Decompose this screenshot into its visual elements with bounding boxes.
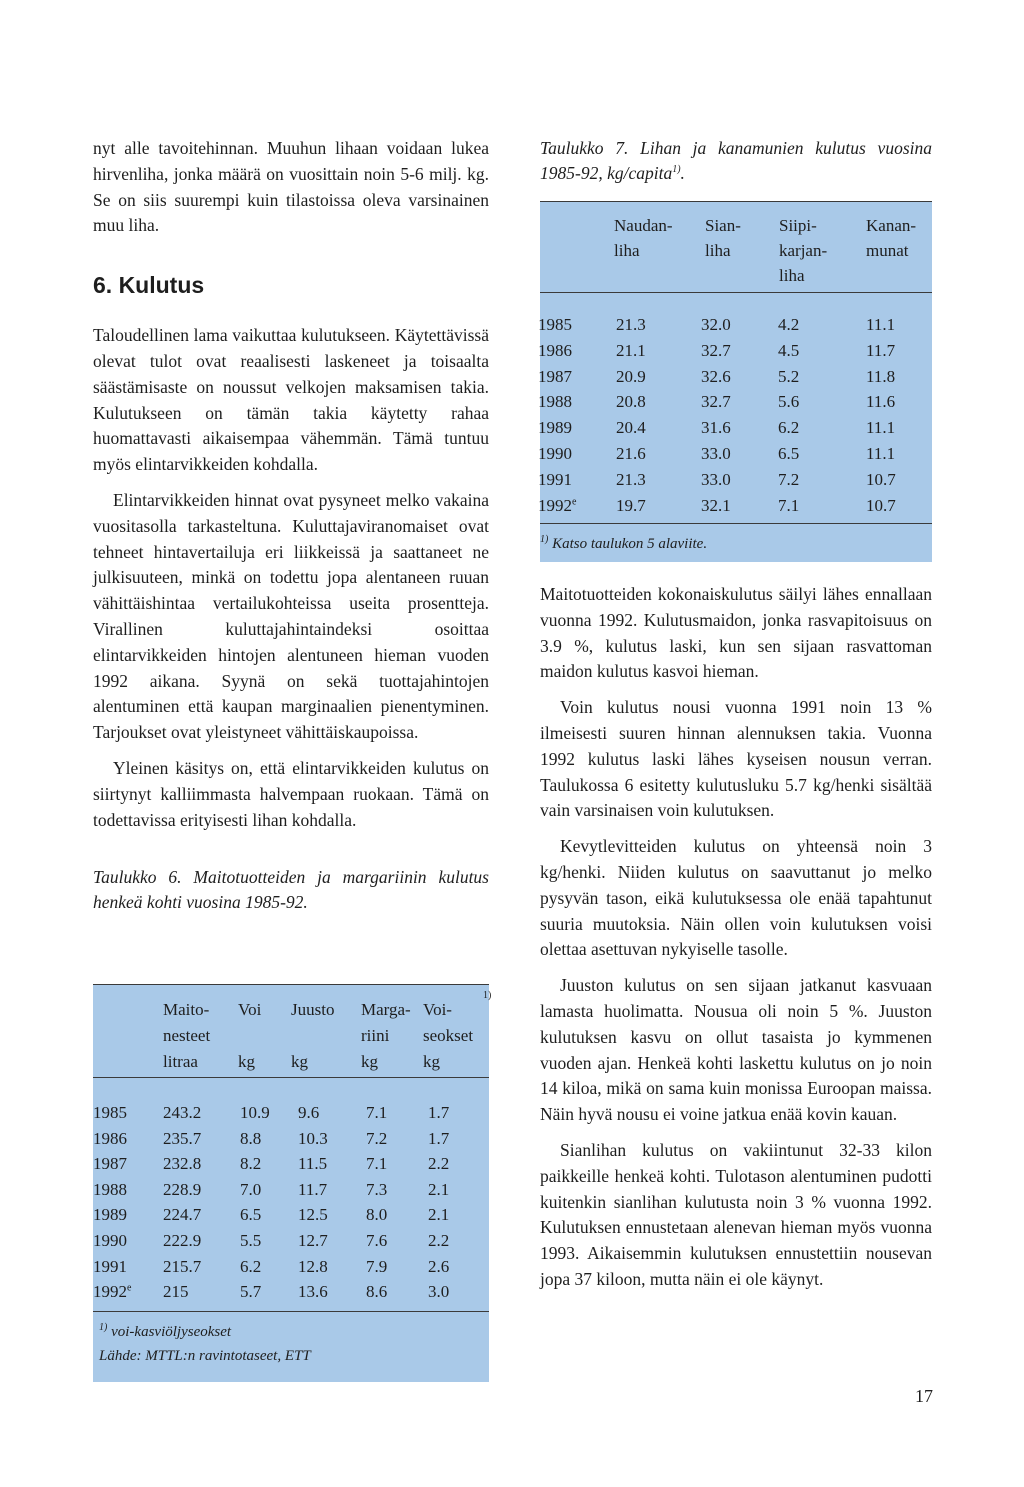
- year-text: 1992: [538, 495, 572, 515]
- table-cell: 21.3: [616, 469, 646, 489]
- table-cell: 9.6: [298, 1103, 320, 1122]
- table-header-cell: liha: [705, 241, 731, 260]
- table-cell: 4.5: [778, 340, 800, 360]
- table-cell: 21.6: [616, 444, 646, 463]
- right-column: [540, 136, 932, 186]
- table7-footnote: [540, 536, 707, 553]
- table-header-cell: kg: [291, 1052, 308, 1071]
- footnote-text: Katso taulukon 5 alaviite.: [552, 536, 708, 552]
- year-text: 1988: [93, 1179, 127, 1199]
- table-cell: 7.2: [366, 1128, 388, 1148]
- table-cell: 224.7: [163, 1205, 202, 1225]
- table-cell: 2.1: [428, 1179, 450, 1199]
- table-cell: 8.2: [240, 1154, 262, 1174]
- table-year-cell: [538, 314, 572, 335]
- year-text: 1987: [93, 1154, 127, 1174]
- table-header-cell: riini: [361, 1026, 390, 1045]
- year-text: 1986: [93, 1128, 127, 1148]
- right-paragraph-3: Kevytlevitteiden kulutus on yhteensä noin 3 kg/henki. Niiden kulutus on saavuttanut jo melko pysyvän tason, eikä kulutuksessa ole enää tapahtunut suuria muutoksia. Näin ollen voin kulutuksen voisi olettaa asettuvan nykyiselle tasolle.: [540, 836, 932, 960]
- caption-sup: 1): [672, 164, 681, 176]
- table-cell: 20.9: [616, 366, 646, 386]
- table-cell: 13.6: [298, 1282, 328, 1302]
- table-cell: 6.2: [778, 418, 800, 438]
- year-text: 1991: [93, 1256, 127, 1276]
- table-cell: 5.6: [778, 392, 800, 412]
- table-cell: 20.4: [616, 418, 646, 438]
- table-cell: 10.7: [866, 469, 896, 489]
- year-text: 1989: [538, 418, 572, 438]
- table-year-cell: [93, 1102, 127, 1123]
- table-header-cell: kg: [238, 1052, 255, 1071]
- table-cell: 8.8: [240, 1128, 262, 1148]
- table-header-cell: kg: [361, 1052, 378, 1071]
- table-cell: 32.6: [701, 366, 731, 386]
- year-text: 1985: [538, 315, 572, 334]
- table-cell: 2.2: [428, 1154, 450, 1174]
- right-paragraph-5: Sianlihan kulutus on vakiintunut 32-33 kilon paikkeille henkeä kohti. Tulotason alentuminen pudotti kuitenkin sianlihan kulutusta noin 3 % vuonna 1992. Kulutuksen ennustetaan alenevan hieman myös vuonna 1993. Aikaisemmin kulutuksen ennustettiin nousevan jopa 37 kiloon, mutta näin ei ole käynyt.: [540, 1139, 932, 1289]
- table-cell: 5.2: [778, 366, 800, 386]
- table-cell: 222.9: [163, 1231, 202, 1250]
- table-header-cell: liha: [614, 241, 640, 260]
- table-cell: 6.2: [240, 1256, 262, 1276]
- table-cell: 11.6: [866, 392, 896, 412]
- table-cell: 2.2: [428, 1231, 450, 1250]
- table-cell: 10.3: [298, 1128, 328, 1148]
- table-cell: 32.1: [701, 495, 731, 515]
- table-year-cell: [538, 417, 572, 438]
- table-header-cell: Naudan-: [614, 216, 673, 235]
- table-header-cell: Marga-: [361, 1000, 411, 1019]
- table-header-cell: liha: [779, 266, 805, 285]
- table-cell: 12.7: [298, 1231, 328, 1250]
- right-paragraph-4: Juuston kulutus on sen sijaan jatkanut kasvuaan lamasta huolimatta. Nousua oli noin 5 %. Juuston kulutuksen kasvu on ollut tasaista jo kymmenen vuoden ajan. Henkeä kohti laskettu kulutus on jo noin 14 kiloa, mikä on sama kuin monissa Euroopan maissa. Näin hyvä nousu ei voine jatkua enää kovin kauan.: [540, 975, 932, 1125]
- right-paragraph-1: Maitotuotteiden kokonaiskulutus säilyi lähes ennallaan vuonna 1992. Kulutusmaidon, jonka rasvapitoisuus on 3.9 %, kulutus laski, kun sen sijaan rasvattoman maidon kulutus kasvoi hieman.: [540, 584, 932, 682]
- table-cell: 32.7: [701, 392, 731, 412]
- table-year-cell: [93, 1128, 127, 1149]
- footnote-mark: 1): [99, 1322, 108, 1333]
- intro-paragraph: nyt alle tavoitehinnan. Muuhun lihaan voidaan lukea hirvenliha, jonka määrä on vuosittain noin 5-6 milj. kg. Se on siis suurempi kuin tilastoissa oleva varsinainen muu liha.: [93, 138, 489, 236]
- table-cell: 3.0: [428, 1282, 450, 1302]
- caption-text: Taulukko 7. Lihan ja kanamunien kulutus vuosina 1985-92, kg/capita: [540, 138, 932, 183]
- table-6: Maito- nesteet litraa Voi kg Juusto kg Marga- riini kg Voi- 1) seokset kg 1985 243.2 10.9 9.6 7.1 1.7 1986 235.7 8.8 10.3 7.2 1.7 1987 232.8 8.2 11.5 7.1 2.2 1988 228.9 7.0 11.7 7.3 2.1 1989 224.7 6.5 12.5 8.0 2.1 1990 222.9 5.5 12.7 7.6 2.2 1991 215.7 6.2 12.8 7.9 2.6 1992e 215 5.7 13.6 8.6 3.0 $^{1)}$ voi-kasviöljyseokset Lähde: MTTL:n ravintotaseet, ETT: [93, 984, 489, 1382]
- table-year-cell: [93, 1230, 127, 1251]
- table-cell: 32.7: [701, 340, 731, 360]
- table-cell: 215: [163, 1282, 189, 1302]
- paragraph-2: Elintarvikkeiden hinnat ovat pysyneet melko vakaina vuositasolla tarkasteltuna. Kuluttajaviranomaiset ovat tehneet hintavertailuja eri liikkeissä ja saattaneet ne julkisuuteen, minkä on todettu jopa alentaneen ruuan vähittäishintaa vertailukohteissa useita prosentteja. Virallinen kuluttajahintaindeksi osoittaa elintarvikkeiden hintojen alentuneen hieman vuoden 1992 aikana. Syynä on sekä tuottajahintojen alentuminen että kaupan marginaalien pienentyminen. Tarjoukset ovat yleistyneet vähittäiskaupoissa.: [93, 489, 489, 743]
- table-cell: 6.5: [778, 444, 800, 463]
- table-year-cell: [538, 495, 576, 516]
- table-7: [540, 201, 932, 562]
- table-cell: 11.7: [298, 1179, 328, 1199]
- table-header-cell: Juusto: [291, 1000, 335, 1019]
- table-header-cell: munat: [866, 241, 909, 260]
- footnote-mark: 1): [540, 534, 549, 545]
- year-text: 1991: [538, 469, 572, 489]
- year-text: 1992: [93, 1282, 127, 1302]
- table-cell: 33.0: [701, 444, 731, 463]
- table-cell: 11.1: [866, 418, 896, 438]
- year-sup: e: [127, 1282, 132, 1294]
- year-text: 1990: [93, 1231, 127, 1250]
- page-number: 17: [915, 1386, 933, 1406]
- table-cell: 7.3: [366, 1179, 388, 1199]
- table-header-cell: kg: [423, 1052, 440, 1071]
- table-cell: 7.0: [240, 1179, 262, 1199]
- table-header-cell: litraa: [163, 1052, 198, 1071]
- table-cell: 235.7: [163, 1128, 202, 1148]
- table-cell: 10.9: [240, 1103, 270, 1122]
- table-cell: 7.1: [366, 1103, 388, 1122]
- table-cell: 2.1: [428, 1205, 450, 1225]
- table6-footnote: [99, 1324, 231, 1341]
- table-cell: 20.8: [616, 392, 646, 412]
- table-cell: 228.9: [163, 1179, 202, 1199]
- table-cell: 11.8: [866, 366, 896, 386]
- table-header-cell: Maito-: [163, 1000, 210, 1019]
- table7-caption: [540, 136, 932, 186]
- table-cell: 7.6: [366, 1231, 388, 1250]
- table-year-cell: [93, 1256, 127, 1277]
- table-header-cell: nesteet: [163, 1026, 211, 1045]
- table6-caption: Taulukko 6. Maitotuotteiden ja margariinin kulutus henkeä kohti vuosina 1985-92.: [93, 867, 489, 913]
- table-header-cell: Voi-: [423, 1000, 452, 1019]
- table-cell: 7.2: [778, 469, 800, 489]
- table-cell: 11.1: [866, 444, 896, 463]
- table-year-cell: [538, 469, 572, 490]
- table-cell: 8.0: [366, 1205, 388, 1225]
- year-text: 1988: [538, 392, 572, 412]
- year-text: 1990: [538, 444, 572, 463]
- table-year-cell: [538, 391, 572, 412]
- table-year-cell: [538, 340, 572, 361]
- table-cell: 11.1: [866, 315, 896, 334]
- table-cell: 6.5: [240, 1205, 262, 1225]
- table-cell: 11.7: [866, 340, 896, 360]
- table-year-cell: [93, 1204, 127, 1225]
- year-text: 1986: [538, 340, 572, 360]
- table-cell: 243.2: [163, 1103, 202, 1122]
- table-cell: 232.8: [163, 1154, 202, 1174]
- year-text: 1985: [93, 1103, 127, 1122]
- table-cell: 5.7: [240, 1282, 262, 1302]
- table-cell: 4.2: [778, 315, 800, 334]
- year-text: 1987: [538, 366, 572, 386]
- table-cell: 11.5: [298, 1154, 328, 1174]
- table-cell: 7.9: [366, 1256, 388, 1276]
- table-cell: 2.6: [428, 1256, 450, 1276]
- table-cell: 21.3: [616, 315, 646, 334]
- table-header-cell: Voi: [238, 1000, 262, 1019]
- table-cell: 12.8: [298, 1256, 328, 1276]
- table-header-cell: seokset: [423, 1026, 474, 1045]
- year-sup: e: [572, 495, 577, 507]
- table-year-cell: [93, 1281, 131, 1302]
- table-header-cell: karjan-: [779, 241, 828, 260]
- paragraph-3: Yleinen käsitys on, että elintarvikkeiden kulutus on siirtynyt kalliimmasta halvempaan ruokaan. Tämä on todettavissa erityisesti lihan kohdalla.: [93, 757, 489, 830]
- table-cell: 12.5: [298, 1205, 328, 1225]
- table-cell: 33.0: [701, 469, 731, 489]
- paragraph-1: Taloudellinen lama vaikuttaa kulutukseen. Käytettävissä olevat tulot ovat reaalisesti laskeneet ja toisaalta säästämisaste on noussut velkojen maksamisen takia. Kulutukseen on tämän takia käytetty rahaa huomattavasti aikaisempaa vähemmän. Tämä tuntuu myös elintarvikkeiden kohdalla.: [93, 325, 489, 475]
- table-year-cell: [538, 366, 572, 387]
- table-header-cell: Siipi-: [779, 216, 817, 235]
- table-cell: 5.5: [240, 1231, 262, 1250]
- table-year-cell: [538, 443, 572, 464]
- table-cell: 21.1: [616, 340, 646, 360]
- table-cell: 215.7: [163, 1256, 202, 1276]
- left-column: [93, 136, 489, 915]
- section-heading: 6. Kulutus: [93, 272, 205, 299]
- table-cell: 31.6: [701, 418, 731, 438]
- right-paragraph-2: Voin kulutus nousi vuonna 1991 noin 13 % ilmeisesti suuren hinnan alennuksen takia. Vuonna 1992 kulutus laski lähes kyseisen nousun verran. Taulukossa 6 esitetty kulutusluku 5.7 kg/henki sisältää vain varsinaisen voin kulutuksen.: [540, 697, 932, 821]
- table-header-cell: Sian-: [705, 216, 741, 235]
- right-column-text: [540, 582, 932, 1293]
- caption-end: .: [680, 163, 685, 183]
- table-header-cell: Kanan-: [866, 216, 917, 235]
- footnote-text: voi-kasviöljyseokset: [111, 1324, 232, 1340]
- table-cell: 10.7: [866, 495, 896, 515]
- table-cell: 19.7: [616, 495, 646, 515]
- table6-source: Lähde: MTTL:n ravintotaseet, ETT: [99, 1348, 311, 1364]
- table-cell: 32.0: [701, 315, 731, 334]
- year-text: 1989: [93, 1205, 127, 1225]
- table-cell: 8.6: [366, 1282, 388, 1302]
- table-year-cell: [93, 1179, 127, 1200]
- table-year-cell: [93, 1153, 127, 1174]
- table-cell: 7.1: [778, 495, 800, 515]
- table-cell: 7.1: [366, 1154, 388, 1174]
- table-cell: 1.7: [428, 1103, 450, 1122]
- table-cell: 1.7: [428, 1128, 450, 1148]
